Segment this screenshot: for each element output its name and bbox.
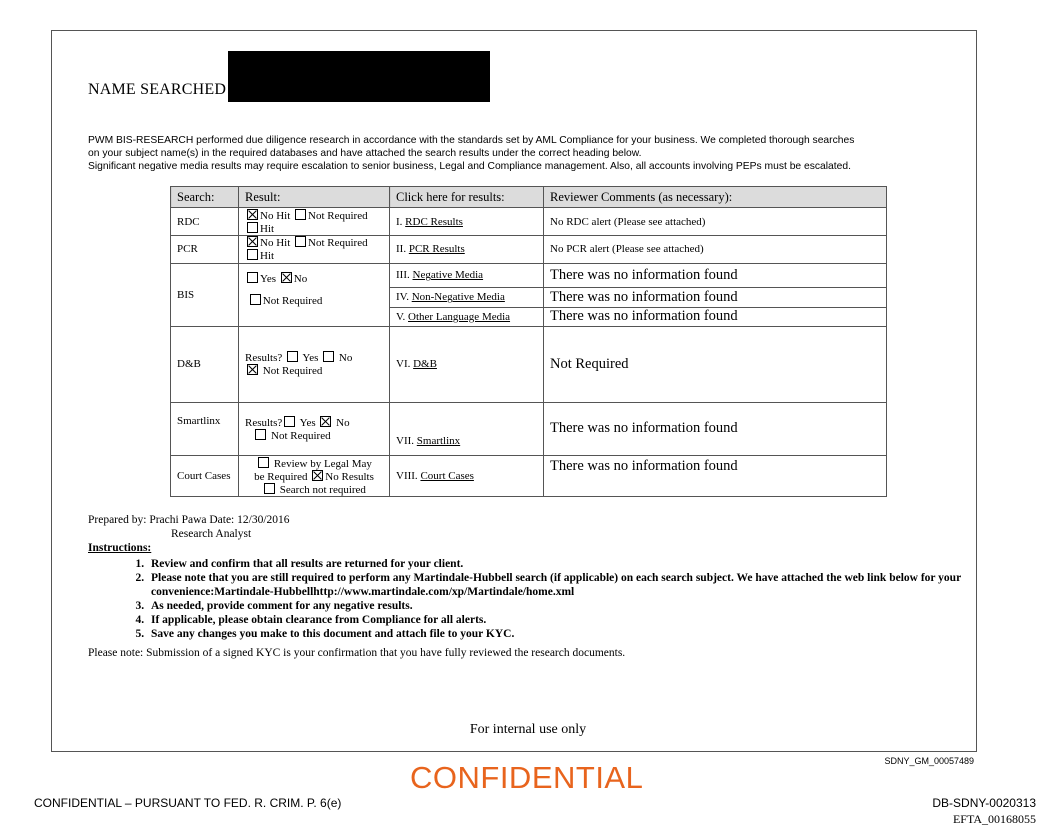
search-bis: BIS [171,263,239,326]
link-cell-non-negative-media: IV. Non-Negative Media [390,288,544,307]
checkbox-pcr-not-required[interactable] [295,236,306,247]
comment-non-negative-media: There was no information found [544,288,887,307]
name-searched-label: NAME SEARCHED [88,81,227,98]
intro-line: on your subject name(s) in the required databases and have attached the search results under the correct heading below. [88,148,642,159]
submission-note: Please note: Submission of a signed KYC is your confirmation that you have fully reviewed the research documents. [88,647,626,659]
header-search: Search: [171,187,239,208]
comment-pcr: No PCR alert (Please see attached) [544,236,887,264]
pcr-results-link[interactable]: PCR Results [408,243,465,256]
intro-line: PWM BIS-RESEARCH performed due diligence research in accordance with the standards set by AML Compliance for your business. We completed thorough searches [88,135,855,146]
result-pcr: No Hit Not Required Hit [239,236,390,264]
prepared-by-line: Prepared by: Prachi Pawa Date: 12/30/2016 [88,514,290,526]
checkbox-dnb-not-required[interactable] [247,364,258,375]
search-smartlinx: Smartlinx [171,402,239,455]
other-language-media-link[interactable]: Other Language Media [408,310,511,323]
link-cell-pcr: II. PCR Results [390,236,544,264]
table-row [171,263,887,288]
search-pcr: PCR [171,236,239,264]
dnb-link[interactable]: D&B [413,358,437,371]
instruction-item: 3. As needed, provide comment for any negative results. [147,599,1007,613]
instructions-list [107,557,1007,641]
checkbox-rdc-not-required[interactable] [295,209,306,220]
checkbox-pcr-hit[interactable] [247,249,258,260]
non-negative-media-link[interactable]: Non-Negative Media [411,291,505,304]
link-cell-dnb: VI. D&B [390,327,544,403]
db-bates-number: DB-SDNY-0020313 [932,796,1036,810]
table-row [171,327,887,403]
sdny-bates-number: SDNY_GM_00057489 [884,756,974,766]
comment-rdc: No RDC alert (Please see attached) [544,208,887,236]
table-row [171,208,887,236]
search-dnb: D&B [171,327,239,403]
checkbox-bis-no[interactable] [281,272,292,283]
confidential-grand-jury-notice: CONFIDENTIAL – PURSUANT TO FED. R. CRIM. P. 6(e) [34,796,342,810]
link-cell-smartlinx: VII. Smartlinx [390,402,544,455]
result-bis: Yes No Not Required [239,263,390,326]
result-dnb: Results? Yes No Not Required [239,327,390,403]
confidential-stamp: CONFIDENTIAL [410,760,644,795]
checkbox-rdc-hit[interactable] [247,222,258,233]
checkbox-court-no-results[interactable] [312,470,323,481]
comment-other-language-media: There was no information found [544,307,887,326]
rdc-results-link[interactable]: RDC Results [405,215,463,228]
checkbox-smartlinx-not-required[interactable] [255,429,266,440]
comment-dnb: Not Required [544,327,887,403]
comment-smartlinx: There was no information found [544,402,887,455]
header-result: Result: [239,187,390,208]
checkbox-dnb-no[interactable] [323,351,334,362]
checkbox-court-review[interactable] [258,457,269,468]
checkbox-dnb-yes[interactable] [287,351,298,362]
result-rdc: No Hit Not Required Hit [239,208,390,236]
link-cell-court-cases: VIII. Court Cases [390,456,544,497]
prepared-by [88,513,290,541]
link-cell-rdc: I. RDC Results [390,208,544,236]
header-results-link: Click here for results: [390,187,544,208]
result-smartlinx: Results? Yes No Not Required [239,402,390,455]
link-cell-negative-media: III. Negative Media [390,263,544,288]
instructions-title: Instructions: [88,542,152,554]
comment-negative-media: There was no information found [544,263,887,288]
intro-line: Significant negative media results may require escalation to senior business, Legal and Compliance management. Also, all accounts involving PEPs must be escalated. [88,161,851,172]
redaction-box [228,51,490,102]
table-row [171,456,887,497]
checkbox-pcr-no-hit[interactable] [247,236,258,247]
search-court-cases: Court Cases [171,456,239,497]
instruction-item: 1. Review and confirm that all results are returned for your client. [147,557,1007,571]
table-header-row [171,187,887,208]
comment-court-cases: There was no information found [544,456,887,497]
checkbox-rdc-no-hit[interactable] [247,209,258,220]
internal-use-label: For internal use only [469,722,587,737]
link-cell-other-language-media: V. Other Language Media [390,307,544,326]
result-court-cases: Review by Legal May be Required No Results Search not required [239,456,390,497]
search-rdc: RDC [171,208,239,236]
negative-media-link[interactable]: Negative Media [412,269,484,282]
checkbox-smartlinx-no[interactable] [320,416,331,427]
smartlinx-link[interactable]: Smartlinx [416,435,461,448]
court-cases-link[interactable]: Court Cases [420,470,474,482]
intro-text [88,134,968,173]
checkbox-court-not-required[interactable] [264,483,275,494]
checkbox-smartlinx-yes[interactable] [284,416,295,427]
header-reviewer-comments: Reviewer Comments (as necessary): [544,187,887,208]
table-row [171,402,887,455]
instruction-item: 2. Please note that you are still required to perform any Martindale-Hubbell search (if applicable) on each search subject. We have attached the web link below for your convenience:Martindale-Hubbellhttp://www.martindale.com/xp/Martindale/home.xml [147,571,1007,599]
efta-number: EFTA_00168055 [952,812,1036,826]
checkbox-bis-yes[interactable] [247,272,258,283]
checkbox-bis-not-required[interactable] [250,294,261,305]
instruction-item: 4. If applicable, please obtain clearance from Compliance for all alerts. [147,613,1007,627]
prepared-by-role: Research Analyst [171,528,252,540]
table-row [171,236,887,264]
instruction-item: 5. Save any changes you make to this document and attach file to your KYC. [147,627,1007,641]
results-table [170,186,887,497]
